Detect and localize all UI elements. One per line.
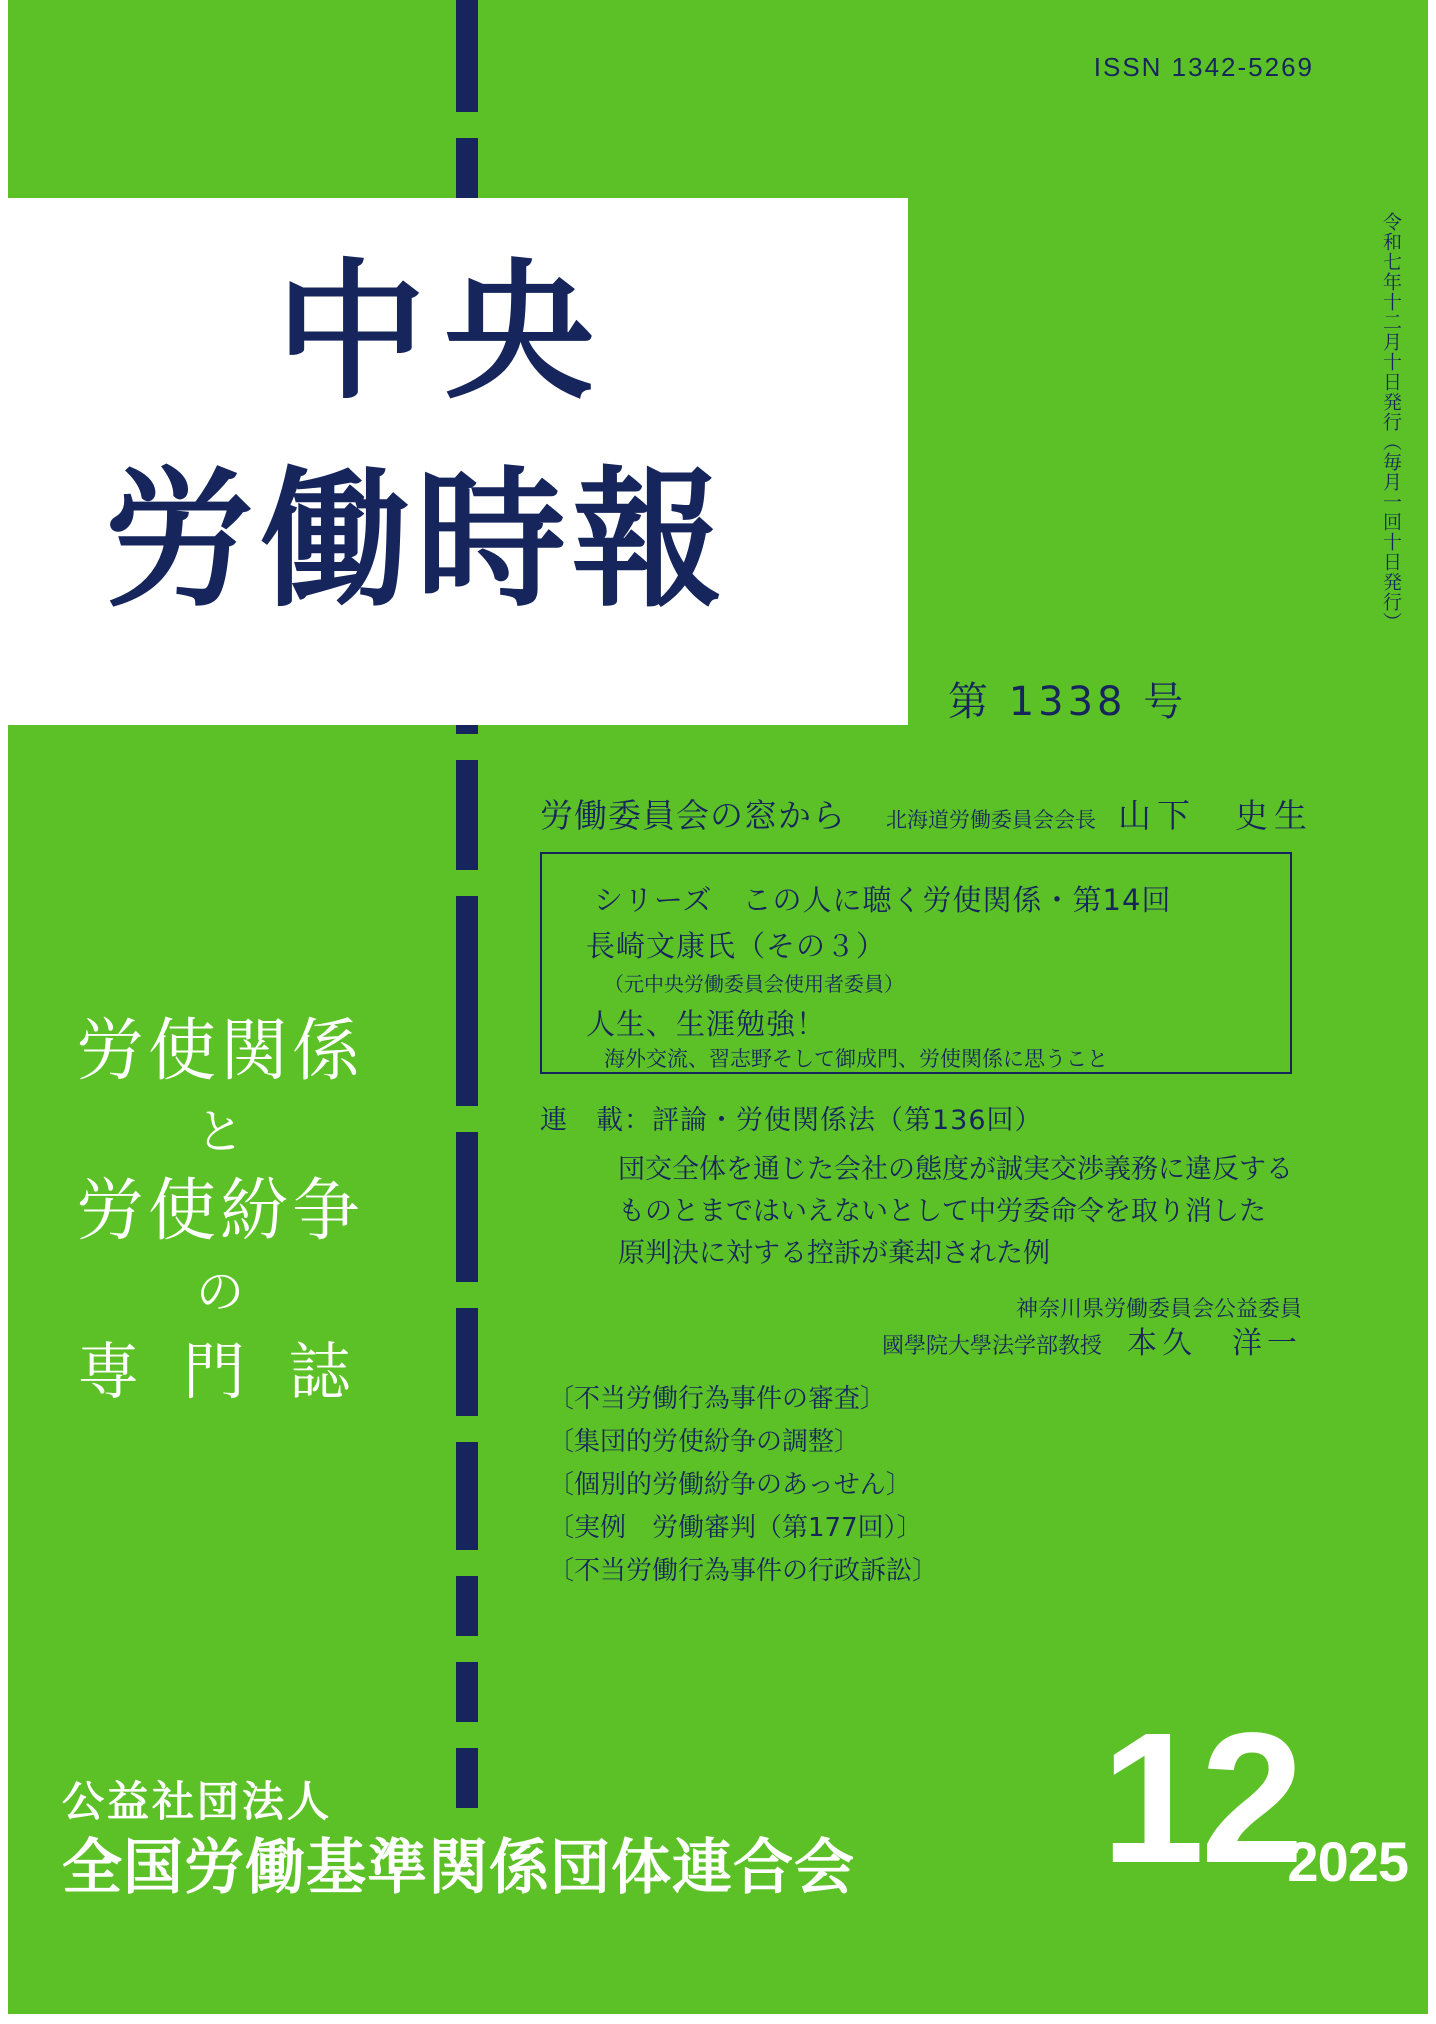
issue-year: 2025	[1287, 1830, 1408, 1893]
window-column-title: 労働委員会の窓から	[540, 796, 846, 835]
serial-article	[540, 1098, 1340, 1364]
serial-heading: 連 載：評論・労使関係法（第136回）	[540, 1105, 1043, 1136]
issn-text: ISSN 1342-5269	[1093, 52, 1314, 82]
series-feature-box	[540, 852, 1292, 1074]
serial-credit	[540, 1293, 1340, 1364]
window-column-heading	[540, 790, 1380, 837]
serial-body-line-1: 団交全体を通じた会社の態度が誠実交渉義務に違反する	[618, 1154, 1293, 1185]
publisher-name: 全国労働基準関係団体連合会	[62, 1833, 855, 1903]
series-title: シリーズ この人に聴く労使関係・第14回	[594, 883, 1172, 917]
serial-credit-author: 本久 洋一	[1127, 1326, 1302, 1361]
issue-month: 12	[1101, 1695, 1300, 1902]
serial-credit-line-1: 神奈川県労働委員会公益委員	[1015, 1297, 1302, 1322]
series-headline: 人生、生涯勉強！	[586, 1007, 827, 1041]
list-item: 〔個別的労働紛争のあっせん〕	[548, 1470, 912, 1500]
series-guest-affiliation: （元中央労働委員会使用者委員）	[604, 972, 904, 996]
window-column-affiliation: 北海道労働委員会会長	[886, 808, 1096, 832]
issue-number: 第 1338 号	[948, 679, 1188, 725]
serial-body-line-3: 原判決に対する控訴が棄却された例	[618, 1238, 1050, 1269]
slogan-line-2: と	[195, 1104, 244, 1160]
series-subheadline: 海外交流、習志野そして御成門、労使関係に思うこと	[604, 1047, 1108, 1071]
list-item: 〔不当労働行為事件の審査〕	[548, 1384, 887, 1414]
page-edge-left	[0, 0, 8, 2024]
magazine-title-line1: 中央	[276, 246, 613, 420]
title-panel	[8, 198, 908, 725]
list-item: 〔実例 労働審判（第177回）〕	[548, 1513, 923, 1543]
serial-credit-line-2	[540, 1327, 1302, 1364]
slogan-line-1: 労使関係	[75, 1012, 364, 1091]
slogan-line-3: 労使紛争	[75, 1172, 364, 1251]
slogan-line-5: 専 門 誌	[77, 1335, 363, 1408]
cover-slogan	[60, 1010, 380, 1414]
serial-body	[618, 1149, 1340, 1275]
series-guest: 長崎文康氏（その３）	[586, 929, 887, 963]
serial-body-line-2: ものとまではいえないとして中労委命令を取り消した	[618, 1196, 1266, 1227]
page-edge-bottom	[0, 2014, 1436, 2024]
list-item: 〔集団的労使紛争の調整〕	[548, 1427, 861, 1457]
page-edge-right	[1428, 0, 1436, 2024]
magazine-title-line2: 労働時報	[104, 454, 729, 628]
contents-bracket-list	[548, 1378, 1108, 1593]
publisher-type: 公益社団法人	[62, 1777, 333, 1826]
slogan-line-4: の	[195, 1264, 244, 1320]
window-column-author: 山下 史生	[1118, 796, 1313, 835]
publication-date-vertical: 令和七年十二月十日発行（毎月一回十日発行）	[1380, 212, 1402, 632]
serial-credit-affiliation: 國學院大學法学部教授	[881, 1334, 1102, 1359]
publisher-block	[62, 1774, 855, 1906]
list-item: 〔不当労働行為事件の行政訴訟〕	[548, 1556, 939, 1586]
